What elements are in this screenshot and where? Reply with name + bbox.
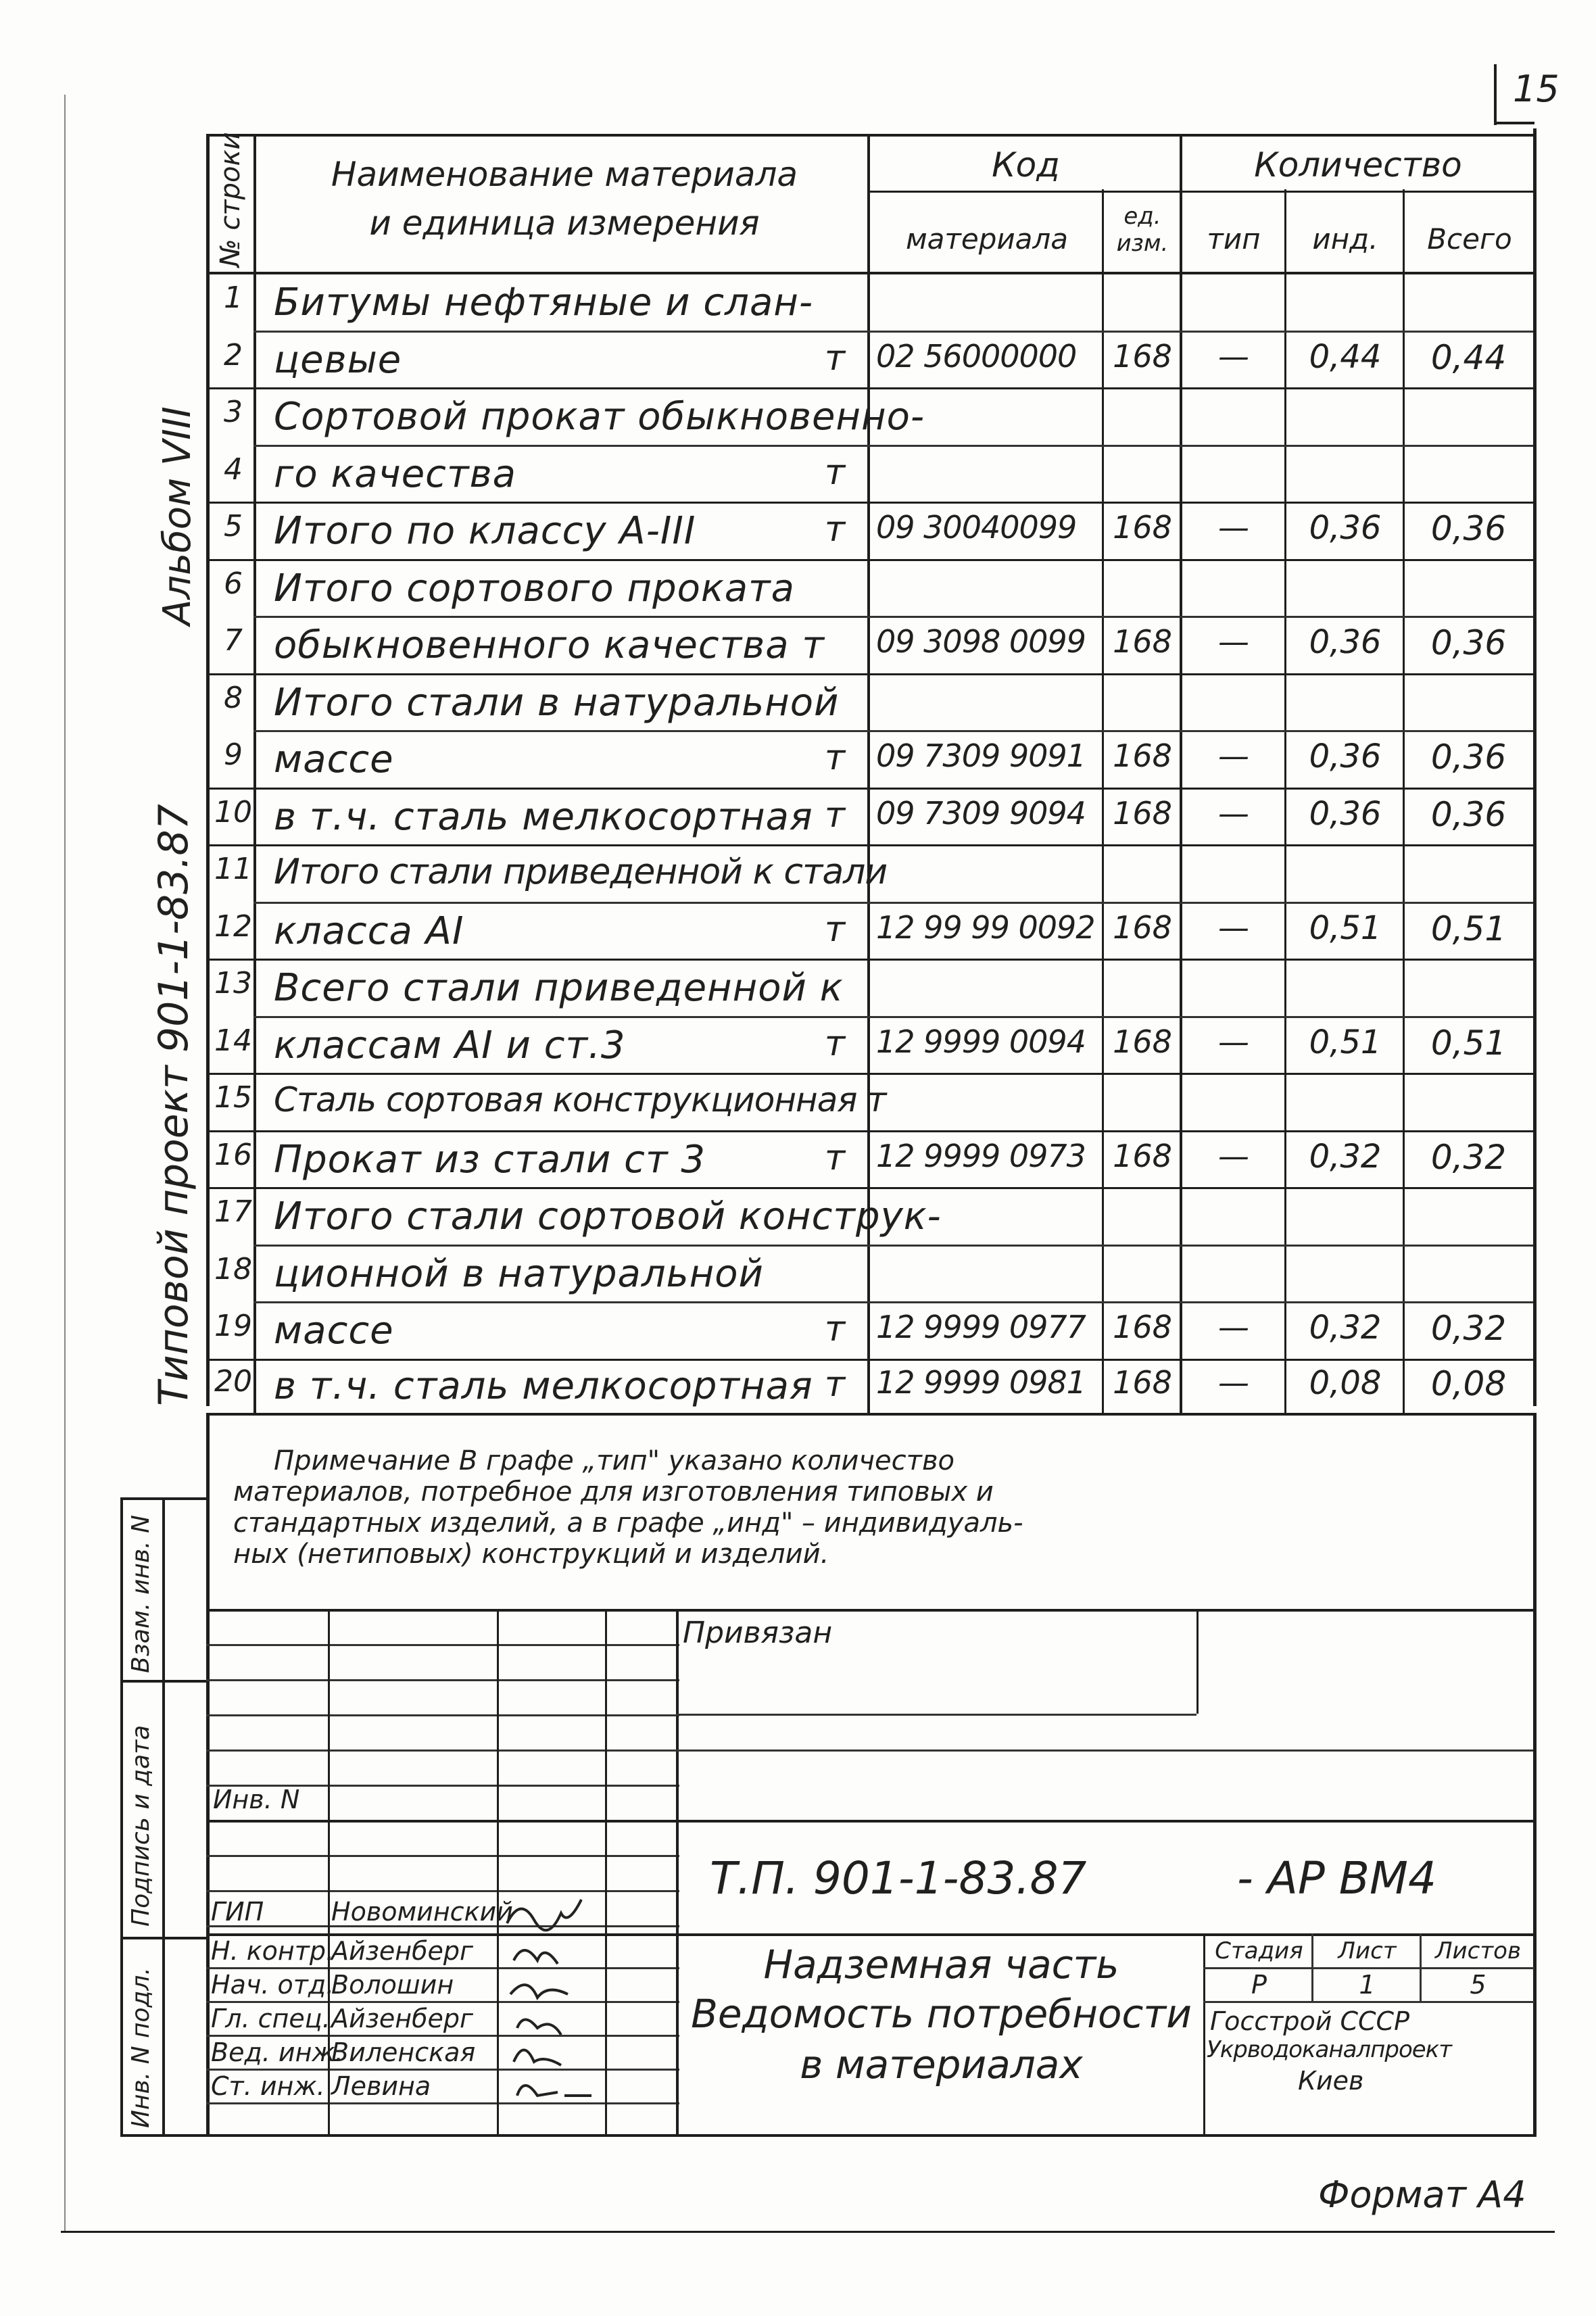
material-code: 09 30040099 [876,509,1077,546]
org-line2: Укрводоканалпроект [1207,2036,1452,2063]
quantity-type-header: тип [1207,222,1261,256]
material-name: Сортовой прокат обыкновенно- [274,395,925,439]
table-row [0,338,1555,392]
material-name: в т.ч. сталь мелкосортная [274,795,813,839]
qty-total: 0,32 [1430,1138,1507,1177]
name-header-line2: и единица измерения [369,203,760,243]
qty-type: — [1218,1023,1249,1060]
quantity-ind-header: инд. [1312,222,1378,256]
qty-ind: 0,36 [1309,795,1382,833]
note-line: материалов, потребное для изготовления типовых и [233,1476,994,1507]
qty-ind: 0,51 [1309,909,1382,947]
unit-code: 168 [1113,1023,1172,1060]
list-label: Лист [1338,1937,1397,1964]
row-number: 16 [214,1138,252,1172]
material-code: 09 7309 9091 [876,738,1086,774]
name-header-line1: Наименование материала [331,155,798,194]
material-code: 12 9999 0981 [876,1364,1086,1401]
code-unit-header: ед. изм. [1116,203,1169,257]
row-number: 20 [214,1364,252,1399]
row-number: 5 [224,509,243,544]
qty-total: 0,51 [1430,909,1507,948]
stadiya-value: Р [1251,1970,1267,2000]
table-row [0,566,1555,621]
material-code: 12 9999 0977 [876,1309,1086,1345]
table-row [0,395,1555,449]
qty-ind: 0,08 [1309,1364,1382,1402]
unit: т [824,795,846,836]
material-name: в т.ч. сталь мелкосортная [274,1364,813,1408]
page-number: 15 [1513,68,1559,110]
code-header: Код [992,145,1060,185]
qty-total: 0,32 [1430,1309,1507,1348]
table-row [0,623,1555,677]
unit-code: 168 [1113,909,1172,946]
row-number: 13 [214,966,252,1000]
row-number: 1 [224,281,243,315]
album-label: Альбом VIII [155,406,199,625]
unit-code: 168 [1113,738,1172,774]
project-label: Типовой проект 901-1-83.87 [150,804,197,1406]
material-code: 09 7309 9094 [876,795,1086,831]
row-number: 6 [224,566,243,601]
material-name: ционной в натуральной [274,1252,764,1296]
row-number: 3 [224,395,243,429]
qty-type: — [1218,1364,1249,1401]
qty-type: — [1218,623,1249,660]
document-code: Т.П. 901-1-83.87 [710,1852,1087,1904]
material-name: го качества [274,452,516,496]
staff-role: Ст. инж. [211,2071,325,2101]
material-name: Битумы нефтяные и слан- [274,281,814,324]
material-name: Всего стали приведенной к [274,966,844,1010]
org-line3: Киев [1298,2066,1364,2096]
qty-type: — [1218,338,1249,375]
inv-n-label: Инв. N [213,1785,300,1814]
unit-code: 168 [1113,338,1172,375]
table-row [0,1138,1555,1192]
material-name: Итого стали сортовой конструк- [274,1195,942,1238]
row-number: 15 [214,1080,252,1115]
qty-ind: 0,36 [1309,509,1382,547]
note-line: Примечание В графе „тип" указано количество [274,1445,954,1476]
material-name: Сталь сортовая конструкционная т [274,1080,886,1119]
quantity-header: Количество [1254,145,1462,185]
table-row [0,1080,1555,1134]
material-code: 09 3098 0099 [876,623,1086,660]
qty-total: 0,44 [1430,338,1507,377]
quantity-total-header: Всего [1427,222,1512,256]
qty-type: — [1218,909,1249,946]
material-code: 02 56000000 [876,338,1077,375]
table-row [0,738,1555,792]
inv-podl-label: Инв. N подл. [127,1967,155,2128]
staff-name: Волошин [331,1970,454,2000]
unit-code: 168 [1113,1138,1172,1174]
table-row [0,452,1555,506]
staff-role: Вед. инж. [211,2037,343,2067]
material-name: классам АI и ст.3 [274,1023,626,1067]
list-value: 1 [1359,1970,1376,2000]
staff-name: Виленская [331,2037,476,2067]
qty-ind: 0,51 [1309,1023,1382,1061]
signatures-graphic [500,1893,608,2136]
material-code: 12 99 99 0092 [876,909,1095,946]
qty-total: 0,36 [1430,795,1507,834]
material-name: Итого стали в натуральной [274,681,840,725]
note-line: ных (нетиповых) конструкций и изделий. [233,1539,829,1570]
material-name: класса АI [274,909,464,953]
staff-name: Айзенберг [331,1936,474,1966]
staff-name: Левина [331,2071,431,2101]
staff-role: Гл. спец. [211,2004,331,2033]
table-row [0,1309,1555,1363]
title-line3: в материалах [800,2042,1083,2088]
staff-name: Айзенберг [331,2004,474,2033]
qty-ind: 0,36 [1309,738,1382,775]
document-suffix: - АР ВМ4 [1237,1852,1436,1904]
row-number: 10 [214,795,252,829]
title-line1: Надземная часть [763,1941,1119,1987]
row-number: 19 [214,1309,252,1343]
row-number: 17 [214,1195,252,1229]
staff-role: ГИП [211,1897,264,1927]
row-number: 11 [214,852,252,886]
staff-role: Н. контр. [211,1936,335,1966]
unit: т [824,509,846,550]
qty-type: — [1218,1138,1249,1174]
unit: т [824,1023,846,1064]
row-number: 9 [224,738,243,772]
material-code: 12 9999 0094 [876,1023,1086,1060]
listov-value: 5 [1470,1970,1486,2000]
unit-code: 168 [1113,795,1172,831]
qty-type: — [1218,509,1249,546]
staff-role: Нач. отд. [211,1970,335,2000]
unit: т [824,909,846,950]
row-number-header: № строки [215,132,246,267]
unit-code: 168 [1113,623,1172,660]
qty-ind: 0,44 [1309,338,1382,376]
table-row [0,1252,1555,1306]
privyazan-label: Привязан [683,1616,833,1650]
title-line2: Ведомость потребности [691,1991,1192,2037]
table-row [0,795,1555,849]
unit: т [824,452,846,493]
qty-ind: 0,36 [1309,623,1382,661]
stadiya-label: Стадия [1215,1937,1303,1964]
material-code: 12 9999 0973 [876,1138,1086,1174]
org-line1: Госстрой СССР [1210,2006,1410,2036]
qty-ind: 0,32 [1309,1309,1382,1347]
row-number: 18 [214,1252,252,1286]
unit: т [824,338,846,379]
podpis-data-label: Подпись и дата [127,1724,155,1927]
unit-code: 168 [1113,509,1172,546]
qty-type: — [1218,738,1249,774]
qty-type: — [1218,1309,1249,1345]
table-row [0,1195,1555,1249]
row-number: 14 [214,1023,252,1058]
row-number: 8 [224,681,243,715]
material-name: Итого сортового проката [274,566,795,610]
staff-name: Новоминский [331,1897,513,1927]
unit: т [824,738,846,778]
qty-ind: 0,32 [1309,1138,1382,1176]
row-number: 7 [224,623,243,658]
qty-total: 0,36 [1430,738,1507,777]
table-row [0,281,1555,335]
qty-type: — [1218,795,1249,831]
material-name: массе [274,1309,394,1353]
qty-total: 0,51 [1430,1023,1507,1063]
unit-code: 168 [1113,1309,1172,1345]
note [233,1445,1247,1570]
qty-total: 0,36 [1430,623,1507,662]
unit: т [824,1138,846,1178]
material-name: Итого стали приведенной к стали [274,852,888,892]
unit: т [824,1309,846,1349]
material-name: Прокат из стали ст 3 [274,1138,706,1182]
material-name: массе [274,738,394,781]
table-row [0,509,1555,563]
table-row [0,1023,1555,1078]
code-material-header: материала [905,222,1068,256]
table-row [0,1364,1555,1413]
material-name: Итого по классу А-III [274,509,696,553]
material-name: цевые [274,338,402,382]
table-row [0,852,1555,906]
row-number: 4 [224,452,243,487]
table-row [0,681,1555,735]
row-number: 12 [214,909,252,944]
listov-label: Листов [1434,1937,1521,1964]
unit-code: 168 [1113,1364,1172,1401]
material-name: обыкновенного качества т [274,623,825,667]
qty-total: 0,36 [1430,509,1507,548]
table-row [0,966,1555,1020]
vzam-inv-label: Взам. инв. N [127,1515,155,1673]
note-line: стандартных изделий, а в графе „инд" – индивидуаль- [233,1507,1023,1539]
qty-total: 0,08 [1430,1364,1507,1403]
format-label: Формат А4 [1318,2173,1526,2216]
table-row [0,909,1555,963]
row-number: 2 [224,338,243,372]
unit: т [824,1364,846,1405]
